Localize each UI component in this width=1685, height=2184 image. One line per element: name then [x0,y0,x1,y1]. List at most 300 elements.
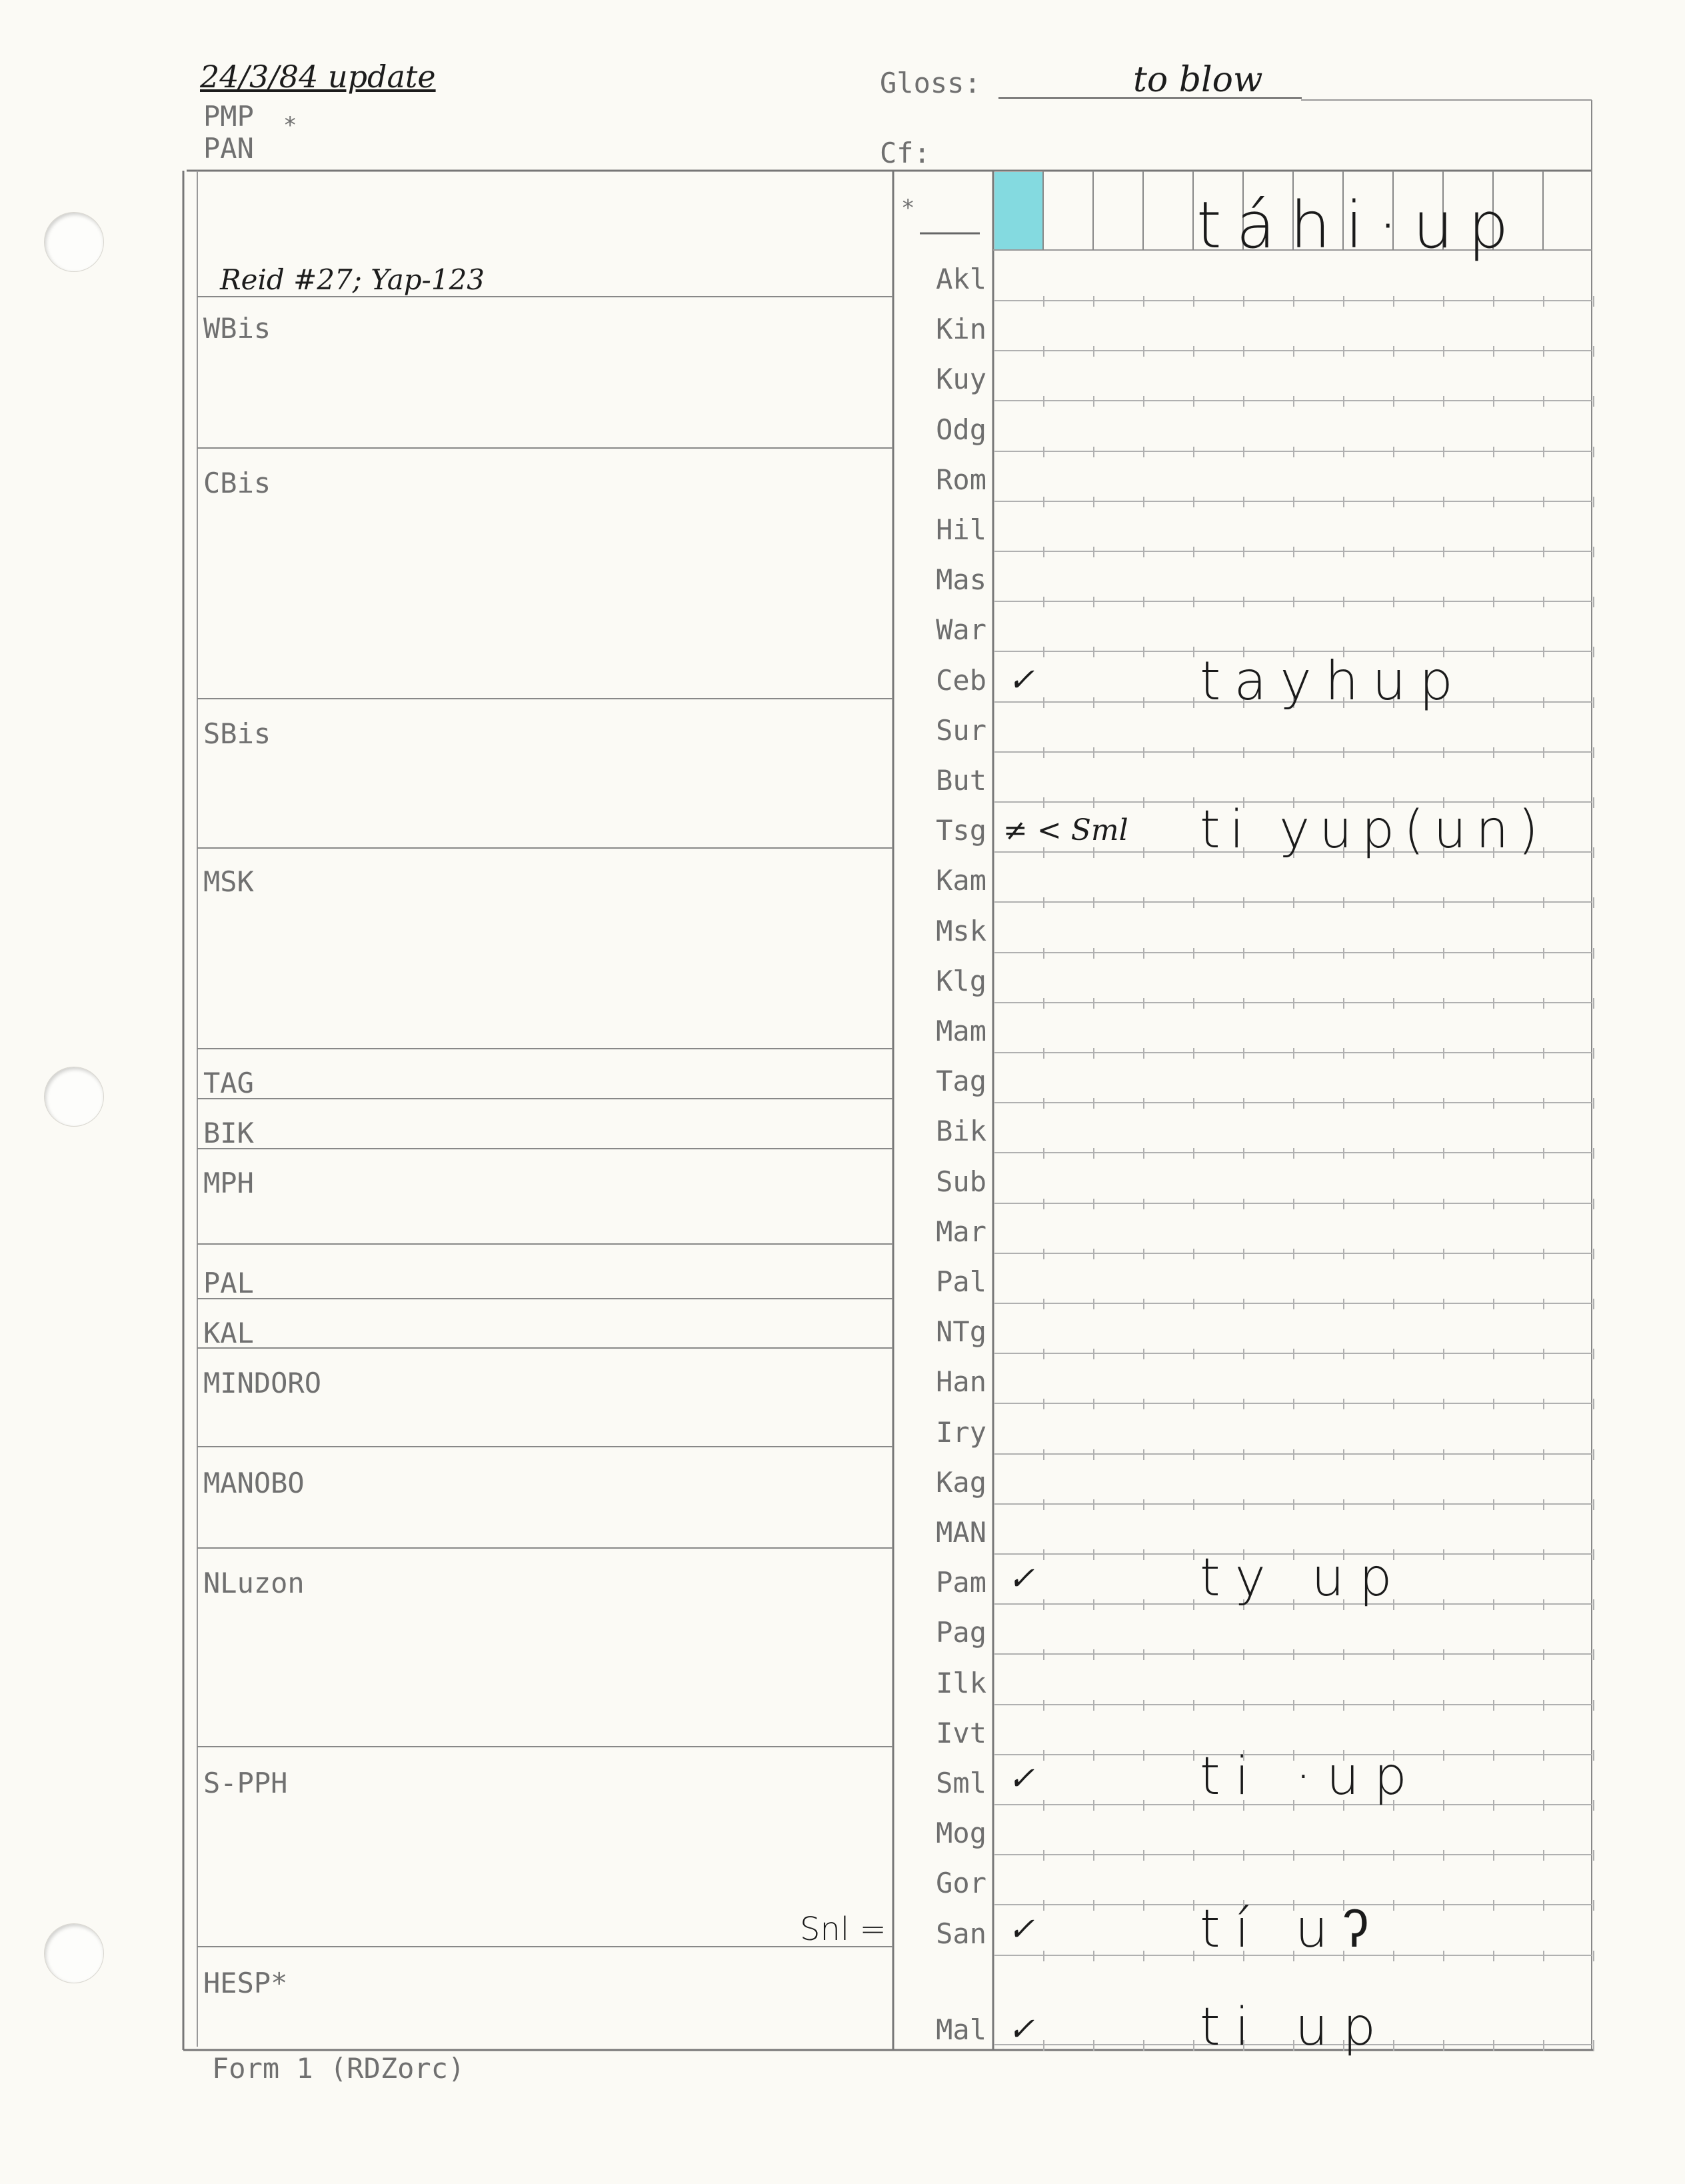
row-tick [1443,1951,1444,1961]
row-tick [1043,1048,1044,1059]
row-tick [1393,1048,1394,1059]
row-tick [1243,1199,1244,1209]
language-label: Sml [936,1767,986,1799]
row-tick [1193,697,1194,708]
row-tick [1543,1449,1544,1460]
row-tick [1443,1900,1444,1911]
row-tick [1093,296,1094,307]
row-tick [1293,1349,1294,1359]
reid-note: Reid #27; Yap-123 [220,263,485,296]
row-tick [1143,447,1144,457]
row-tick [1493,1599,1494,1610]
row-tick [1193,647,1194,657]
row-tick [1543,1148,1544,1159]
row-tick [1493,1800,1494,1811]
row-tick [1143,1850,1144,1861]
row-tick [1043,547,1044,557]
row-tick [1093,346,1094,357]
group-label: MPH [203,1167,254,1199]
row-tick [1593,1549,1594,1560]
row-tick [1393,1850,1394,1861]
language-label: Pal [936,1265,986,1298]
mal-form: ti up [1200,1997,1390,2057]
language-row-line [994,1052,1592,1053]
row-tick [1393,547,1394,557]
row-tick [1493,1750,1494,1761]
row-tick [1493,1649,1494,1660]
group-label: CBis [203,467,271,499]
row-tick [1143,396,1144,407]
row-tick [1593,847,1594,858]
language-row-line [994,451,1592,452]
row-tick [1593,1700,1594,1711]
row-tick [1593,346,1594,357]
row-tick [1393,1900,1394,1911]
row-tick [1143,346,1144,357]
row-tick [1393,296,1394,307]
group-label: SBis [203,717,271,750]
language-label: War [936,613,986,647]
row-tick [1593,797,1594,808]
pmp-label: PMP [203,100,254,133]
row-tick [1493,1951,1494,1961]
row-tick [1443,1850,1444,1861]
row-tick [1443,1399,1444,1409]
row-tick [1593,1349,1594,1359]
row-tick [1193,1048,1194,1059]
language-row-line [994,1704,1592,1705]
row-tick [1293,447,1294,457]
row-tick [1493,1900,1494,1911]
row-tick [1093,1199,1094,1209]
row-tick [1343,897,1344,908]
row-tick [1043,1700,1044,1711]
language-row-line [994,300,1592,301]
language-row-line [994,1353,1592,1354]
language-label: Ilk [936,1666,986,1699]
row-tick [1493,948,1494,959]
row-tick [1493,647,1494,657]
row-tick [1443,346,1444,357]
language-label: Tag [936,1065,986,1098]
row-tick [1293,897,1294,908]
row-tick [1093,998,1094,1009]
row-tick [1393,346,1394,357]
row-tick [1093,447,1094,457]
language-label: Mam [936,1015,986,1047]
language-label: Mas [936,563,986,597]
row-tick [1093,747,1094,758]
language-row-line [994,901,1592,903]
row-tick [1443,948,1444,959]
row-tick [1343,1649,1344,1660]
row-tick [1543,1900,1544,1911]
row-tick [1343,1249,1344,1259]
row-tick [1593,396,1594,407]
row-tick [1143,948,1144,959]
row-tick [1043,797,1044,808]
language-label: Kin [936,313,986,346]
row-tick [1043,747,1044,758]
row-tick [1443,1750,1444,1761]
row-tick [1243,948,1244,959]
row-tick [1093,1148,1094,1159]
ceb-mark: ✓ [1008,661,1035,699]
language-label: Kuy [936,363,986,396]
row-tick [1493,346,1494,357]
row-tick [1193,497,1194,507]
language-label: Sur [936,713,986,747]
row-tick [1143,1349,1144,1359]
row-tick [1043,296,1044,307]
row-tick [1493,1549,1494,1560]
row-tick [1043,897,1044,908]
row-tick [1243,1649,1244,1660]
row-tick [1443,1299,1444,1309]
language-row-line [994,751,1592,753]
language-label: San [936,1917,986,1950]
row-tick [1293,1199,1294,1209]
row-tick [1143,1148,1144,1159]
group-label: BIK [203,1117,254,1149]
row-tick [1543,948,1544,959]
row-tick [1443,1249,1444,1259]
row-tick [1593,1649,1594,1660]
row-tick [1393,1951,1394,1961]
row-tick [1543,1649,1544,1660]
row-tick [1543,346,1544,357]
row-tick [1493,1850,1494,1861]
row-tick [1293,396,1294,407]
row-tick [1393,1700,1394,1711]
group-label: PAL [203,1267,254,1299]
gloss-label: Gloss: [880,67,981,99]
row-tick [1443,1449,1444,1460]
language-label: Rom [936,463,986,496]
row-tick [1243,1499,1244,1510]
row-tick [1243,747,1244,758]
row-tick [1093,1499,1094,1510]
row-tick [1493,547,1494,557]
row-tick [1093,597,1094,607]
row-tick [1193,747,1194,758]
row-tick [1093,1048,1094,1059]
row-tick [1543,447,1544,457]
row-tick [1493,1299,1494,1309]
row-tick [1043,497,1044,507]
row-tick [1343,296,1344,307]
row-tick [1093,1951,1094,1961]
row-tick [1143,1199,1144,1209]
row-tick [1543,1199,1544,1209]
row-tick [1593,747,1594,758]
row-tick [1043,647,1044,657]
row-tick [1093,1700,1094,1711]
pam-mark: ✓ [1008,1560,1035,1597]
row-tick [1543,697,1544,708]
row-tick [1093,547,1094,557]
row-tick [1093,697,1094,708]
language-row-line [994,1203,1592,1204]
row-tick [1493,1349,1494,1359]
row-tick [1593,1850,1594,1861]
group-label: MINDORO [203,1367,322,1399]
row-tick [1593,1800,1594,1811]
row-tick [1593,2040,1594,2051]
row-tick [1093,1800,1094,1811]
row-tick [1143,1399,1144,1409]
row-tick [1393,597,1394,607]
language-row-line [994,1403,1592,1404]
row-tick [1593,1048,1594,1059]
language-label: Msk [936,914,986,947]
row-tick [1293,948,1294,959]
row-tick [1393,497,1394,507]
row-tick [1593,497,1594,507]
row-tick [1543,1098,1544,1109]
row-tick [1043,697,1044,708]
row-tick [1393,1449,1394,1460]
row-tick [1393,1499,1394,1510]
row-tick [1543,998,1544,1009]
row-tick [1143,547,1144,557]
row-tick [1393,747,1394,758]
row-tick [1093,1449,1094,1460]
row-tick [1543,1549,1544,1560]
language-label: NTg [936,1315,986,1349]
row-tick [1443,1048,1444,1059]
language-row-line [994,501,1592,502]
row-tick [1043,1098,1044,1109]
language-label: Tsg [936,814,986,847]
row-tick [1343,547,1344,557]
row-tick [1143,1649,1144,1660]
row-tick [1043,1499,1044,1510]
language-row-line [994,1152,1592,1153]
group-label: WBis [203,312,271,345]
row-tick [1193,1900,1194,1911]
row-tick [1543,296,1544,307]
row-tick [1343,1449,1344,1460]
row-tick [1493,597,1494,607]
row-tick [1593,998,1594,1009]
row-tick [1343,1499,1344,1510]
group-label: NLuzon [203,1567,305,1599]
row-tick [1293,1048,1294,1059]
row-tick [1243,547,1244,557]
row-tick [1443,747,1444,758]
row-tick [1193,998,1194,1009]
row-tick [1393,948,1394,959]
row-tick [1243,998,1244,1009]
row-tick [1443,1800,1444,1811]
row-tick [1093,897,1094,908]
row-tick [1143,647,1144,657]
row-tick [1143,1700,1144,1711]
row-tick [1493,1249,1494,1259]
language-label: Kam [936,864,986,897]
row-tick [1343,1098,1344,1109]
row-tick [1243,1148,1244,1159]
language-row-line [994,1102,1592,1103]
row-tick [1593,1299,1594,1309]
row-tick [1343,447,1344,457]
row-tick [1343,1148,1344,1159]
row-tick [1093,2040,1094,2051]
row-tick [1443,1349,1444,1359]
row-tick [1343,1048,1344,1059]
row-tick [1143,2040,1144,2051]
row-tick [1593,547,1594,557]
language-label: Pag [936,1616,986,1649]
row-tick [1593,697,1594,708]
row-tick [1193,1148,1194,1159]
row-tick [1343,998,1344,1009]
row-tick [1543,1299,1544,1309]
language-label: Hil [936,513,986,546]
row-tick [1393,1148,1394,1159]
row-tick [1193,597,1194,607]
row-tick [1343,1850,1344,1861]
row-tick [1543,396,1544,407]
pam-form: ty up [1200,1548,1407,1608]
row-tick [1243,497,1244,507]
row-tick [1193,1800,1194,1811]
row-tick [1043,1599,1044,1610]
row-tick [1143,897,1144,908]
row-tick [1493,697,1494,708]
language-row-line [994,601,1592,602]
row-tick [1543,1048,1544,1059]
row-tick [1343,396,1344,407]
row-tick [1443,1700,1444,1711]
row-tick [1543,647,1544,657]
row-tick [1293,1700,1294,1711]
row-tick [1443,1649,1444,1660]
row-tick [1543,1700,1544,1711]
row-tick [1593,1900,1594,1911]
row-tick [1043,1649,1044,1660]
proto-star: * [901,195,915,221]
row-tick [1243,597,1244,607]
row-tick [1393,1649,1394,1660]
row-tick [1293,1649,1294,1660]
language-label: Kag [936,1465,986,1499]
row-tick [1043,1549,1044,1560]
row-tick [1393,1249,1394,1259]
row-tick [1293,747,1294,758]
row-tick [1393,1199,1394,1209]
row-tick [1043,1951,1044,1961]
row-tick [1543,1750,1544,1761]
row-tick [1593,647,1594,657]
row-tick [1343,1299,1344,1309]
row-tick [1143,747,1144,758]
language-row-line [994,1653,1592,1655]
row-tick [1543,1249,1544,1259]
language-label: Mal [936,2013,986,2046]
row-tick [1143,1800,1144,1811]
row-tick [1093,1850,1094,1861]
language-row-line [994,1253,1592,1254]
language-label: Iry [936,1415,986,1449]
row-tick [1593,1148,1594,1159]
proto-form: táhi·up [1196,188,1524,263]
row-tick [1343,747,1344,758]
row-tick [1493,497,1494,507]
row-tick [1343,1399,1344,1409]
row-tick [1443,447,1444,457]
row-tick [1243,1449,1244,1460]
row-tick [1143,847,1144,858]
row-tick [1593,1249,1594,1259]
row-tick [1343,948,1344,959]
row-tick [1393,447,1394,457]
row-tick [1043,1399,1044,1409]
row-tick [1043,1900,1044,1911]
row-tick [1593,948,1594,959]
row-tick [1093,847,1094,858]
row-tick [1193,847,1194,858]
row-tick [1243,1850,1244,1861]
language-label: Bik [936,1115,986,1148]
row-tick [1493,1449,1494,1460]
language-row-line [994,1002,1592,1003]
row-tick [1143,1750,1144,1761]
row-tick [1143,1249,1144,1259]
language-label: Odg [936,413,986,446]
date-note: 24/3/84 update [200,59,436,95]
row-tick [1143,1098,1144,1109]
row-tick [1193,1249,1194,1259]
row-tick [1093,797,1094,808]
row-tick [1543,1951,1544,1961]
row-tick [1193,1951,1194,1961]
row-tick [1143,697,1144,708]
row-tick [1543,2040,1544,2051]
row-tick [1093,1349,1094,1359]
row-tick [1193,797,1194,808]
row-tick [1443,497,1444,507]
row-tick [1493,897,1494,908]
pmp-star: * [283,112,297,139]
language-label: Mar [936,1215,986,1248]
row-tick [1193,1649,1194,1660]
language-row-line [994,1303,1592,1304]
row-tick [1393,1299,1394,1309]
row-tick [1443,1549,1444,1560]
row-tick [1443,597,1444,607]
language-label: Ceb [936,663,986,697]
row-tick [1543,1800,1544,1811]
row-tick [1393,2040,1394,2051]
row-tick [1493,396,1494,407]
group-label: MSK [203,865,254,898]
row-tick [1493,447,1494,457]
pan-label: PAN [203,132,254,165]
row-tick [1393,1098,1394,1109]
row-tick [1593,597,1594,607]
row-tick [1593,447,1594,457]
language-row-line [994,400,1592,401]
ceb-form: tayhup [1200,650,1466,712]
row-tick [1193,897,1194,908]
row-tick [1593,1399,1594,1409]
row-tick [1343,497,1344,507]
row-tick [1043,948,1044,959]
language-label: Han [936,1365,986,1399]
row-tick [1243,897,1244,908]
